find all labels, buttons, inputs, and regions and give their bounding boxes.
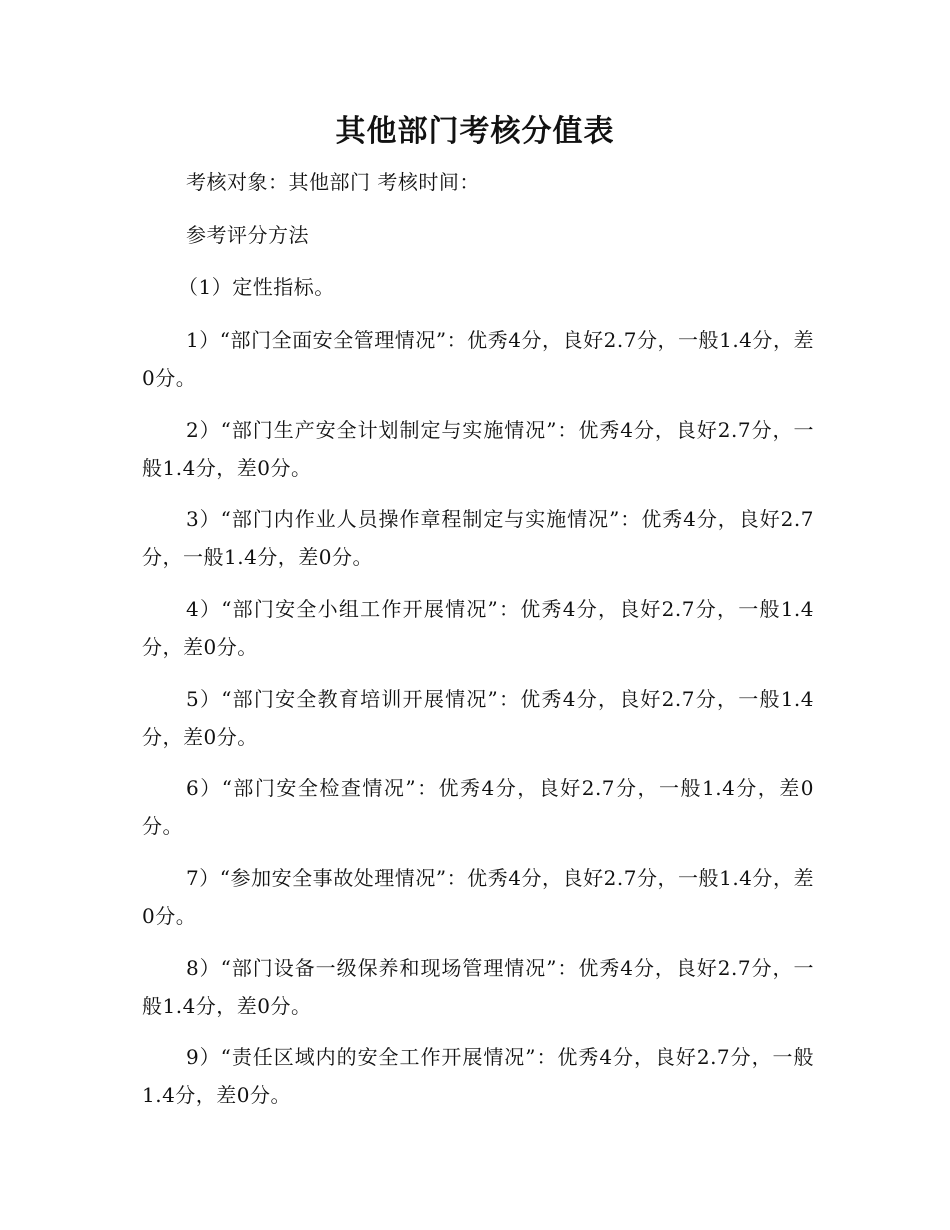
- criteria-item-2: 2）“部门生产安全计划制定与实施情况”：优秀4分，良好2.7分，一般1.4分，差0分。: [142, 418, 814, 480]
- criteria-item-6: 6）“部门安全检查情况”：优秀4分，良好2.7分，一般1.4分，差0分。: [142, 776, 814, 838]
- header-line: 考核对象：其他部门 考核时间：: [186, 170, 480, 194]
- criteria-item-5: 5）“部门安全教育培训开展情况”：优秀4分，良好2.7分，一般1.4分，差0分。: [142, 687, 814, 749]
- criteria-item-9: 9）“责任区域内的安全工作开展情况”：优秀4分，良好2.7分，一般1.4分，差0分。: [142, 1045, 814, 1107]
- criteria-item-3: 3）“部门内作业人员操作章程制定与实施情况”：优秀4分，良好2.7分，一般1.4分，差0分。: [142, 507, 814, 569]
- section-heading: （1）定性指标。: [178, 275, 335, 299]
- method-heading: 参考评分方法: [186, 223, 309, 247]
- criteria-item-8: 8）“部门设备一级保养和现场管理情况”：优秀4分，良好2.7分，一般1.4分，差0分。: [142, 956, 814, 1018]
- criteria-item-4: 4）“部门安全小组工作开展情况”：优秀4分，良好2.7分，一般1.4分，差0分。: [142, 597, 814, 659]
- document-title: 其他部门考核分值表: [335, 114, 615, 149]
- criteria-item-7: 7）“参加安全事故处理情况”：优秀4分，良好2.7分，一般1.4分，差0分。: [142, 866, 814, 928]
- criteria-item-1: 1）“部门全面安全管理情况”：优秀4分，良好2.7分，一般1.4分，差0分。: [142, 328, 814, 390]
